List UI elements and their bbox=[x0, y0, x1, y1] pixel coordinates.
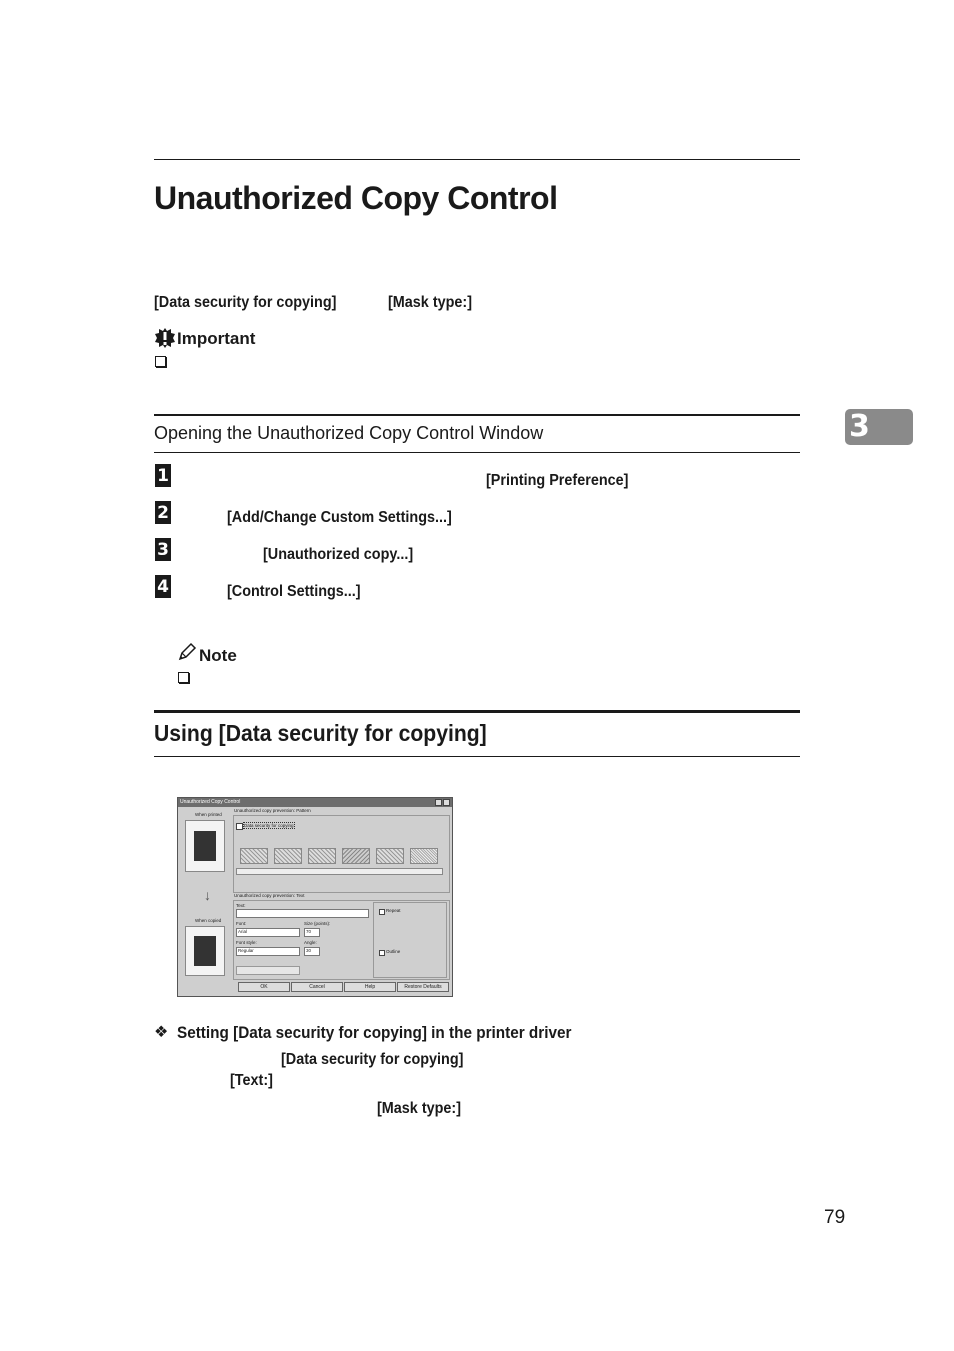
outline-checkbox[interactable] bbox=[379, 950, 385, 956]
heading2-rule-top bbox=[154, 710, 800, 713]
chapter-tab bbox=[845, 409, 913, 445]
section-rule-bottom bbox=[154, 452, 800, 453]
pattern-group-label: Unauthorized copy prevention: Pattern bbox=[234, 808, 311, 813]
copied-preview bbox=[185, 926, 225, 976]
repeat-label: Repeat bbox=[386, 908, 401, 913]
important-label: Important bbox=[177, 329, 256, 348]
heading-data-security: Using [Data security for copying] bbox=[154, 720, 487, 746]
cancel-button[interactable]: Cancel bbox=[291, 982, 343, 992]
intro-ref-mask-type: [Mask type:] bbox=[388, 294, 473, 311]
setting-ref-mask-type: [Mask type:] bbox=[377, 1100, 462, 1117]
angle-value: 30 bbox=[306, 948, 312, 953]
text-group-label: Unauthorized copy prevention: Text bbox=[234, 893, 305, 898]
data-security-checkbox[interactable] bbox=[236, 823, 243, 830]
printed-preview bbox=[185, 820, 225, 872]
copied-page-preview bbox=[194, 936, 216, 966]
step-2-ref: [Add/Change Custom Settings...] bbox=[227, 509, 452, 526]
setting-heading: Setting [Data security for copying] in the printer driver bbox=[177, 1023, 572, 1042]
pattern-scrollbar[interactable] bbox=[236, 868, 443, 875]
important-bullet-box bbox=[155, 356, 166, 367]
help-button[interactable]: Help bbox=[344, 982, 396, 992]
when-printed-label: When printed bbox=[195, 812, 222, 817]
top-rule bbox=[154, 159, 800, 160]
page-title: Unauthorized Copy Control bbox=[154, 180, 558, 216]
setting-ref-text: [Text:] bbox=[230, 1072, 273, 1089]
printed-page-preview bbox=[194, 831, 216, 861]
size-label: Size (points): bbox=[304, 921, 331, 926]
font-style-label: Font style: bbox=[236, 940, 257, 945]
step-4-ref: [Control Settings...] bbox=[227, 583, 361, 600]
font-select[interactable] bbox=[236, 928, 300, 937]
font-style-select[interactable] bbox=[236, 947, 300, 956]
pattern-swatch-3[interactable] bbox=[308, 848, 336, 864]
note-bullet-box bbox=[178, 672, 189, 683]
close-icon bbox=[435, 799, 442, 806]
size-select[interactable] bbox=[304, 928, 320, 937]
pattern-swatch-6[interactable] bbox=[410, 848, 438, 864]
note-label: Note bbox=[199, 646, 237, 665]
diamond-bullet-icon: ❖ bbox=[154, 1024, 169, 1041]
data-security-check-label: Data security for copying bbox=[244, 823, 294, 828]
outline-label: Outline bbox=[386, 949, 401, 954]
section-rule-top bbox=[154, 414, 800, 416]
pencil-icon bbox=[177, 642, 197, 662]
ok-button[interactable]: OK bbox=[238, 982, 290, 992]
intro-ref-data-security: [Data security for copying] bbox=[154, 294, 337, 311]
arrow-down-icon: ↓ bbox=[204, 887, 211, 903]
disabled-select bbox=[236, 966, 300, 975]
angle-label: Angle: bbox=[304, 940, 317, 945]
angle-select[interactable] bbox=[304, 947, 320, 956]
pattern-swatch-5[interactable] bbox=[376, 848, 404, 864]
font-value: Arial bbox=[238, 929, 248, 934]
pattern-swatch-4[interactable] bbox=[342, 848, 370, 864]
chapter-number: 3 bbox=[849, 409, 870, 444]
font-label: Font: bbox=[236, 921, 247, 926]
help-icon bbox=[443, 799, 450, 806]
step-4-number: 4 bbox=[155, 575, 171, 598]
text-input[interactable] bbox=[236, 909, 369, 918]
step-2-number: 2 bbox=[155, 501, 171, 524]
dialog-title: Unauthorized Copy Control bbox=[180, 799, 241, 805]
important-icon bbox=[154, 327, 176, 349]
step-1-number: 1 bbox=[155, 464, 171, 487]
setting-ref-data-security: [Data security for copying] bbox=[281, 1051, 464, 1068]
step-3-number: 3 bbox=[155, 538, 171, 561]
step-1-ref: [Printing Preference] bbox=[486, 472, 629, 489]
dialog-screenshot bbox=[177, 797, 453, 997]
dialog-titlebar bbox=[178, 798, 452, 807]
section-title: Opening the Unauthorized Copy Control Window bbox=[154, 423, 544, 443]
size-value: 70 bbox=[306, 929, 312, 934]
restore-defaults-button[interactable]: Restore Defaults bbox=[397, 982, 449, 992]
step-3-ref: [Unauthorized copy...] bbox=[263, 546, 414, 563]
page-number: 79 bbox=[824, 1207, 846, 1228]
pattern-swatch-2[interactable] bbox=[274, 848, 302, 864]
when-copied-label: When copied bbox=[195, 918, 222, 923]
heading2-rule-bottom bbox=[154, 756, 800, 757]
font-style-value: Regular bbox=[238, 948, 254, 953]
pattern-swatch-1[interactable] bbox=[240, 848, 268, 864]
repeat-checkbox[interactable] bbox=[379, 909, 385, 915]
text-field-label: Text: bbox=[236, 903, 246, 908]
